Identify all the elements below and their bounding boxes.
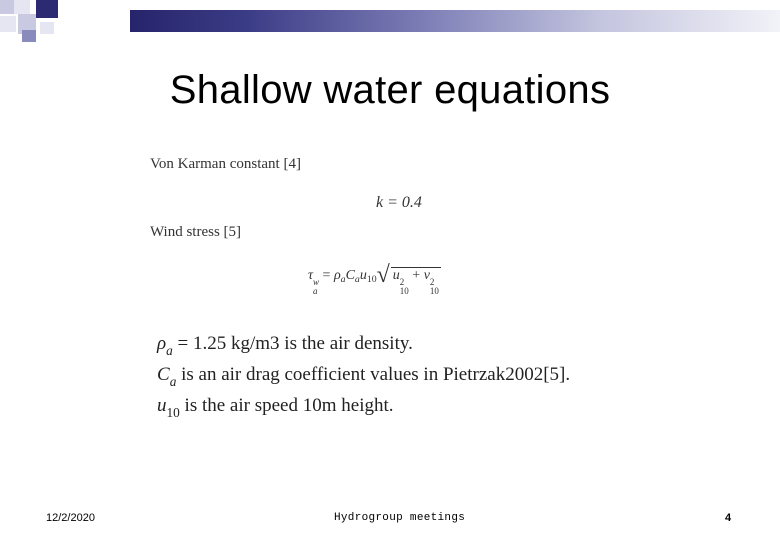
- footer-title: Hydrogroup meetings: [334, 512, 466, 524]
- def-text: is the air speed 10m height.: [179, 395, 394, 416]
- wind-stress-equation: [308, 262, 441, 296]
- definition-row: [157, 394, 570, 425]
- eq-v1: u: [392, 268, 400, 283]
- def-text: = 1.25 kg/m3 is the air density.: [172, 333, 413, 354]
- sqrt-icon: √: [376, 262, 390, 288]
- deco-square: [36, 0, 58, 18]
- eq-tau-sup: w: [313, 277, 320, 287]
- def-symbol: C: [157, 364, 170, 385]
- deco-square: [22, 30, 36, 42]
- def-symbol: u: [157, 395, 167, 416]
- slide-title: Shallow water equations: [169, 68, 611, 112]
- deco-square: [14, 0, 30, 14]
- eq-v2-sub: 10: [429, 286, 439, 296]
- def-symbol-sub: a: [169, 374, 177, 389]
- eq-v1-sup: 2: [399, 277, 405, 287]
- eq-tau: τ: [308, 268, 314, 283]
- karman-equation: [376, 194, 422, 212]
- eq-tau-sub: a: [313, 286, 318, 296]
- deco-square: [40, 22, 54, 34]
- wind-stress-label: Wind stress [5]: [150, 224, 242, 240]
- eq-c-sub: a: [354, 273, 360, 285]
- karman-label: Von Karman constant [4]: [150, 156, 301, 172]
- eq-radicand: [391, 267, 441, 296]
- def-text: is an air drag coefficient values in Pietrzak2002[5].: [176, 364, 571, 385]
- karman-eq-text: k = 0.4: [376, 194, 422, 211]
- deco-square: [0, 16, 16, 32]
- eq-rho: ρ: [333, 268, 341, 283]
- definition-row: [157, 332, 570, 363]
- eq-v2: v: [423, 268, 430, 283]
- eq-u-sub: 10: [366, 273, 377, 285]
- definitions-block: [157, 332, 570, 425]
- eq-v1-sub: 10: [399, 286, 409, 296]
- definition-row: [157, 363, 570, 394]
- eq-rho-sub: a: [340, 273, 346, 285]
- deco-square: [0, 0, 14, 14]
- header-band: [130, 10, 780, 32]
- eq-equals: =: [322, 268, 331, 283]
- def-symbol: ρ: [157, 333, 167, 354]
- eq-v2-sup: 2: [429, 277, 435, 287]
- page-number: 4: [725, 512, 732, 524]
- eq-u: u: [359, 268, 367, 283]
- eq-plus: +: [412, 268, 421, 283]
- eq-c: C: [345, 268, 355, 283]
- def-symbol-sub: 10: [166, 405, 180, 420]
- def-symbol-sub: a: [166, 343, 173, 358]
- footer-date: 12/2/2020: [46, 512, 95, 524]
